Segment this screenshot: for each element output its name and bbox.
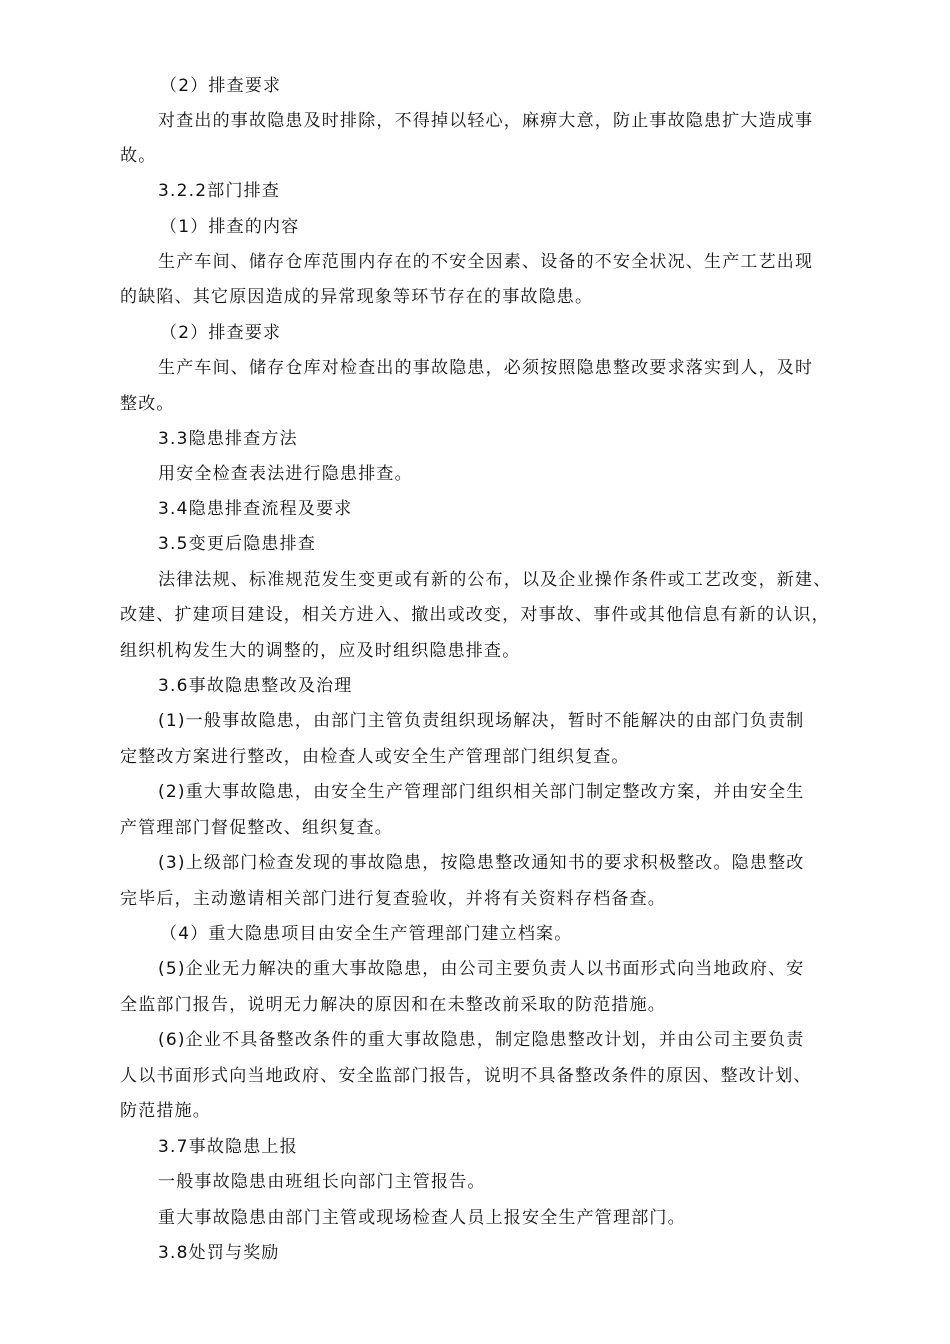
subheading-line: （1）排查的内容 (160, 217, 300, 237)
list-item-line: 全监部门报告，说明无力解决的原因和在未整改前采取的防范措施。 (120, 995, 666, 1015)
list-item-line: 人以书面形式向当地政府、安全监部门报告，说明不具备整改条件的原因、整改计划、 (120, 1066, 812, 1086)
list-item-line: (2)重大事故隐患，由安全生产管理部门组织相关部门制定整改方案，并由安全生 (158, 782, 805, 802)
paragraph-line: 整改。 (120, 394, 175, 414)
paragraph-line: 的缺陷、其它原因造成的异常现象等环节存在的事故隐患。 (120, 287, 594, 307)
list-item-line: (5)企业无力解决的重大事故隐患，由公司主要负责人以书面形式向当地政府、安 (158, 959, 805, 979)
list-item-line: 完毕后，主动邀请相关部门进行复查验收，并将有关资料存档备查。 (120, 889, 666, 909)
paragraph-line: 重大事故隐患由部门主管或现场检查人员上报安全生产管理部门。 (158, 1208, 686, 1228)
section-heading: 3.8处罚与奖励 (158, 1243, 280, 1263)
paragraph-line: 用安全检查表法进行隐患排查。 (158, 464, 413, 484)
paragraph-line: 一般事故隐患由班组长向部门主管报告。 (158, 1172, 486, 1192)
paragraph-line: 改建、扩建项目建设，相关方进入、撤出或改变，对事故、事件或其他信息有新的认识， (120, 605, 830, 625)
section-heading: 3.5变更后隐患排查 (158, 534, 317, 554)
list-item-line: 防范措施。 (120, 1101, 211, 1121)
subheading-line: （2）排查要求 (160, 76, 282, 96)
section-heading: 3.6事故隐患整改及治理 (158, 676, 353, 696)
paragraph-line: 生产车间、储存仓库范围内存在的不安全因素、设备的不安全状况、生产工艺出现 (158, 252, 814, 272)
paragraph-line: 组织机构发生大的调整的，应及时组织隐患排查。 (120, 641, 521, 661)
list-item-line: (1)一般事故隐患，由部门主管负责组织现场解决，暂时不能解决的由部门负责制 (158, 711, 805, 731)
list-item-line: (6)企业不具备整改条件的重大事故隐患，制定隐患整改计划，并由公司主要负责 (158, 1030, 805, 1050)
list-item-line: 定整改方案进行整改，由检查人或安全生产管理部门组织复查。 (120, 747, 630, 767)
section-heading: 3.7事故隐患上报 (158, 1137, 298, 1157)
section-heading: 3.2.2部门排查 (158, 181, 281, 201)
list-item-line: （4）重大隐患项目由安全生产管理部门建立档案。 (160, 924, 573, 944)
paragraph-line: 生产车间、储存仓库对检查出的事故隐患，必须按照隐患整改要求落实到人，及时 (158, 358, 814, 378)
subheading-line: （2）排查要求 (160, 323, 282, 343)
list-item-line: (3)上级部门检查发现的事故隐患，按隐患整改通知书的要求积极整改。隐患整改 (158, 853, 805, 873)
paragraph-line: 故。 (120, 146, 157, 166)
list-item-line: 产管理部门督促整改、组织复查。 (120, 818, 393, 838)
paragraph-line: 法律法规、标准规范发生变更或有新的公布，以及企业操作条件或工艺改变，新建、 (158, 570, 832, 590)
section-heading: 3.4隐患排查流程及要求 (158, 499, 353, 519)
paragraph-line: 对查出的事故隐患及时排除，不得掉以轻心，麻痹大意，防止事故隐患扩大造成事 (158, 111, 814, 131)
section-heading: 3.3隐患排查方法 (158, 429, 298, 449)
